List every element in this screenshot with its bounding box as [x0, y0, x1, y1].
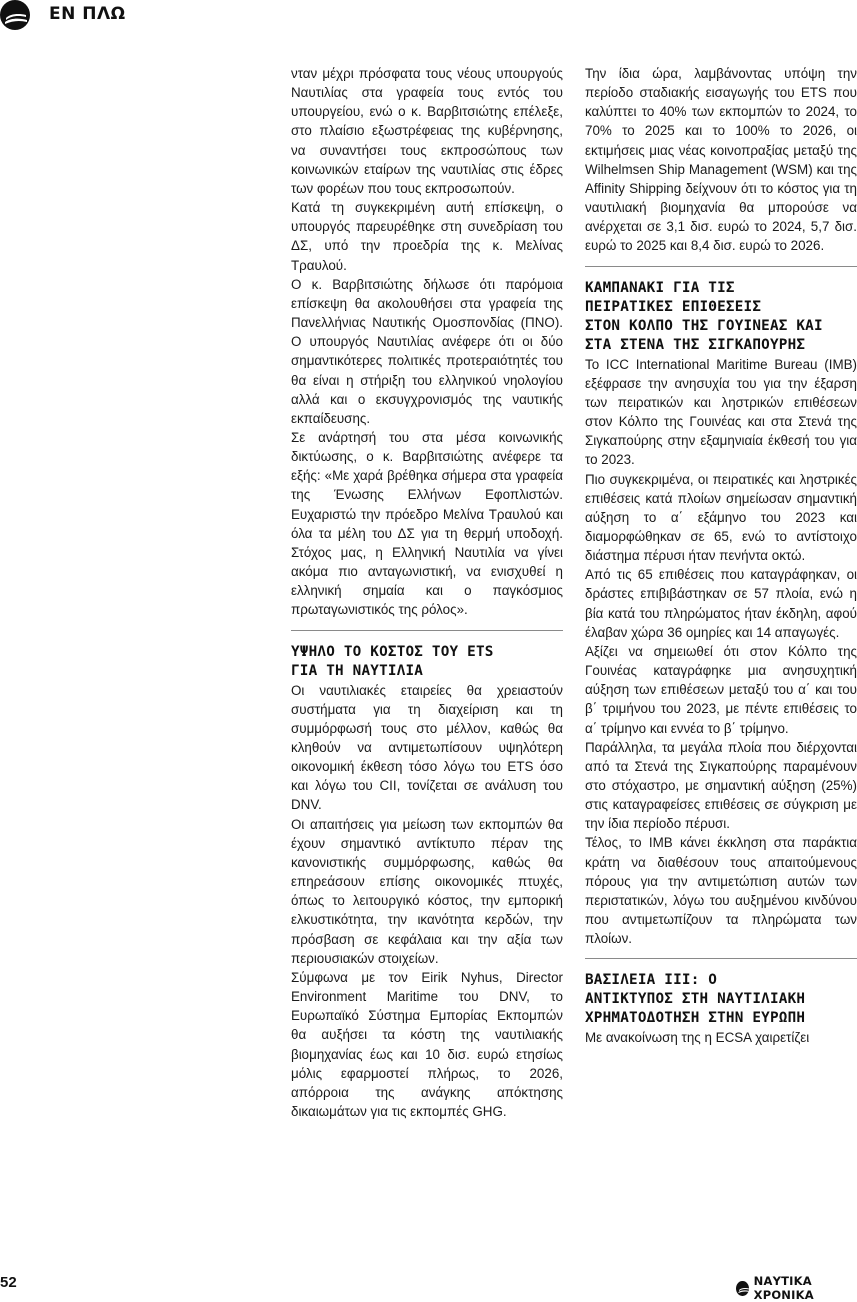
heading-line: ΚΑΜΠΑΝΑΚΙ ΓΙΑ ΤΙΣ — [585, 279, 735, 296]
paragraph: Οι ναυτιλιακές εταιρείες θα χρειαστούν συστήματα για τη διαχείριση και τη συμμόρφωσή τους στο μέλλον, καθώς θα κληθούν να αντιμετωπίσουν υψηλότερη οικονομική έκθεση τόσο λόγω του ETS όσο και λόγω του CII, τονίζεται σε ανάλυση του DNV. — [291, 682, 563, 813]
paragraph: Ο κ. Βαρβιτσιώτης δήλωσε ότι παρόμοια επίσκεψη θα ακολουθήσει στα γραφεία της Πανελλήνιας Ναυτικής Ομοσπονδίας (ΠΝΟ). Ο υπουργός Ναυτιλίας ανέφερε ότι οι δύο σημαντικότερες πολιτικές προτεραιότητές του θα είναι η στήριξη του ελληνικού νηολογίου αλλά και ο εκσυγχρονισμός της ναυτικής εκπαίδευσης. — [291, 276, 563, 426]
article-column-1 — [291, 64, 563, 1121]
paragraph: Τέλος, το IMB κάνει έκκληση στα παράκτια κράτη να διαθέσουν τους απαιτούμενους πόρους για την αντιμετώπιση αυτών των περιστατικών, λόγω του αυξημένου κινδύνου που αντιμετωπίζουν τα πληρώματα των πλοίων. — [585, 835, 857, 947]
heading-line: ΥΨΗΛΟ ΤΟ ΚΟΣΤΟΣ ΤΟΥ ETS — [291, 643, 494, 660]
heading-line: ΣΤΑ ΣΤΕΝΑ ΤΗΣ ΣΙΓΚΑΠΟΥΡΗΣ — [585, 336, 806, 353]
article-column-2 — [585, 64, 857, 1048]
section-divider — [585, 958, 857, 959]
heading-line: ΠΕΙΡΑΤΙΚΕΣ ΕΠΙΘΕΣΕΙΣ — [585, 298, 762, 315]
magazine-logo-icon — [736, 1281, 749, 1296]
footer-brand — [736, 1274, 857, 1302]
paragraph: Το ICC International Maritime Bureau (IMB) εξέφρασε την ανησυχία του για την έξαρση των πειρατικών και ληστρικών επιθέσεων στον Κόλπο της Γουινέας και στα Στενά της Σιγκαπούρης στην εξαμηνιαία έκθεσή του για το 2023. — [585, 356, 857, 468]
section-heading-basel — [585, 971, 857, 1028]
paragraph: νταν μέχρι πρόσφατα τους νέους υπουργούς Ναυτιλίας στα γραφεία τους εντός του υπουργείου, ενώ ο κ. Βαρβιτσιώτης επέλεξε, στο πλαίσιο εξωστρέφειας της κυβέρνησης, να συναντήσει τους εκπροσώπους των κοινωνικών εταίρων της ναυτιλίας στις έδρες των φορέων που τους εκπροσωπούν. — [291, 66, 563, 196]
magazine-logo-icon — [0, 0, 30, 30]
heading-line: ΧΡΗΜΑΤΟΔΟΤΗΣΗ ΣΤΗΝ ΕΥΡΩΠΗ — [585, 1010, 806, 1027]
brand-name: ΝΑΥΤΙΚΑ ΧΡΟΝΙΚΑ — [753, 1274, 814, 1302]
paragraph: Κατά τη συγκεκριμένη αυτή επίσκεψη, ο υπουργός παρευρέθηκε στη συνεδρίαση του ΔΣ, υπό την προεδρία της κ. Μελίνας Τραυλού. — [291, 200, 563, 273]
page-number: 52 — [0, 1274, 17, 1291]
section-heading-piracy — [585, 279, 857, 355]
paragraph: Οι απαιτήσεις για μείωση των εκπομπών θα έχουν σημαντικό αντίκτυπο πέραν της κανονιστικής συμμόρφωσης, καθώς θα επηρεάσουν επίσης οικονομικές πτυχές, όπως το λειτουργικό κόστος, την εμπορική ελκυστικότητα, την ικανότητα κερδών, την πρόσβαση σε κεφάλαια και την αξία των περιουσιακών στοιχείων. — [291, 816, 563, 966]
section-divider — [291, 630, 563, 631]
paragraph: Σε ανάρτησή του στα μέσα κοινωνικής δικτύωσης, ο κ. Βαρβιτσιώτης ανέφερε τα εξής: «Με χαρά βρέθηκα σήμερα στα γραφεία της Ένωσης Ελλήνων Εφοπλιστών. Ευχαριστώ την πρόεδρο Μελίνα Τραυλού και όλα τα μέλη του ΔΣ για τη θερμή υποδοχή. Στόχος μας, η Ελληνική Ναυτιλία να γίνει ακόμα πιο ανταγωνιστική, να ενισχυθεί η ελληνική σημαία και ο παγκόσμιος πρωταγωνιστικός της ρόλος». — [291, 429, 563, 618]
paragraph: Παράλληλα, τα μεγάλα πλοία που διέρχονται από τα Στενά της Σιγκαπούρης παραμένουν στο στόχαστρο, με σημαντική αύξηση (25%) στις καταγραφείσες επιθέσεις σε σύγκριση με την ίδια περίοδο πέρυσι. — [585, 739, 857, 832]
section-heading-ets — [291, 643, 563, 681]
paragraph: Αξίζει να σημειωθεί ότι στον Κόλπο της Γουινέας καταγράφηκε μια ανησυχητική αύξηση των επιθέσεων μεταξύ του α΄ και του β΄ τριμήνου του 2023, με πέντε επιθέσεις το α΄ τρίμηνο και εννέα το β΄ τρίμηνο. — [585, 643, 857, 736]
heading-line: ΣΤΟΝ ΚΟΛΠΟ ΤΗΣ ΓΟΥΙΝΕΑΣ ΚΑΙ — [585, 317, 823, 334]
heading-line: ΒΑΣΙΛΕΙΑ ΙΙΙ: Ο — [585, 972, 718, 989]
paragraph: Σύμφωνα με τον Eirik Nyhus, Director Environment Maritime του DNV, το Ευρωπαϊκό Σύστημα Εμπορίας Εκπομπών θα αυξήσει τα κόστη της ναυτιλιακής βιομηχανίας έως και 10 δισ. ευρώ ετησίως μόλις εφαρμοστεί πλήρως, το 2026, απόρροια της ανάγκης απόκτησης δικαιωμάτων για τις εκπομπές GHG. — [291, 969, 563, 1119]
paragraph: Πιο συγκεκριμένα, οι πειρατικές και ληστρικές επιθέσεις κατά πλοίων σημείωσαν σημαντική αύξηση το α΄ εξάμηνο του 2023 και διαμορφώθηκαν σε 65, ενώ το αντίστοιχο διάστημα πέρυσι ήταν πενήντα οκτώ. — [585, 471, 857, 564]
section-label: ΕΝ ΠΛΩ — [49, 4, 126, 24]
section-divider — [585, 266, 857, 267]
paragraph: Από τις 65 επιθέσεις που καταγράφηκαν, οι δράστες επιβιβάστηκαν σε 57 πλοία, ενώ η βία κατά του πληρώματος ήταν έκδηλη, αφού έλαβαν χώρα 36 ομηρίες και 14 απαγωγές. — [585, 567, 857, 640]
paragraph: Την ίδια ώρα, λαμβάνοντας υπόψη την περίοδο σταδιακής εισαγωγής του ETS που καλύπτει το 40% των εκπομπών το 2024, το 70% το 2025 και το 100% το 2026, οι εκτιμήσεις μιας νέας κοινοπραξίας μεταξύ της Wilhelmsen Ship Management (WSM) και της Affinity Shipping δείχνουν ότι το κόστος για τη ναυτιλιακή βιομηχανία θα μπορούσε να ανέρχεται σε 3,1 δισ. ευρώ το 2024, 5,7 δισ. ευρώ το 2025 και 8,4 δισ. ευρώ το 2026. — [585, 66, 857, 254]
paragraph: Με ανακοίνωση της η ECSA χαιρετίζει — [585, 1030, 810, 1046]
heading-line: ΓΙΑ ΤΗ ΝΑΥΤΙΛΙΑ — [291, 662, 424, 679]
heading-line: ΑΝΤΙΚΤΥΠΟΣ ΣΤΗ ΝΑΥΤΙΛΙΑΚΗ — [585, 991, 806, 1008]
